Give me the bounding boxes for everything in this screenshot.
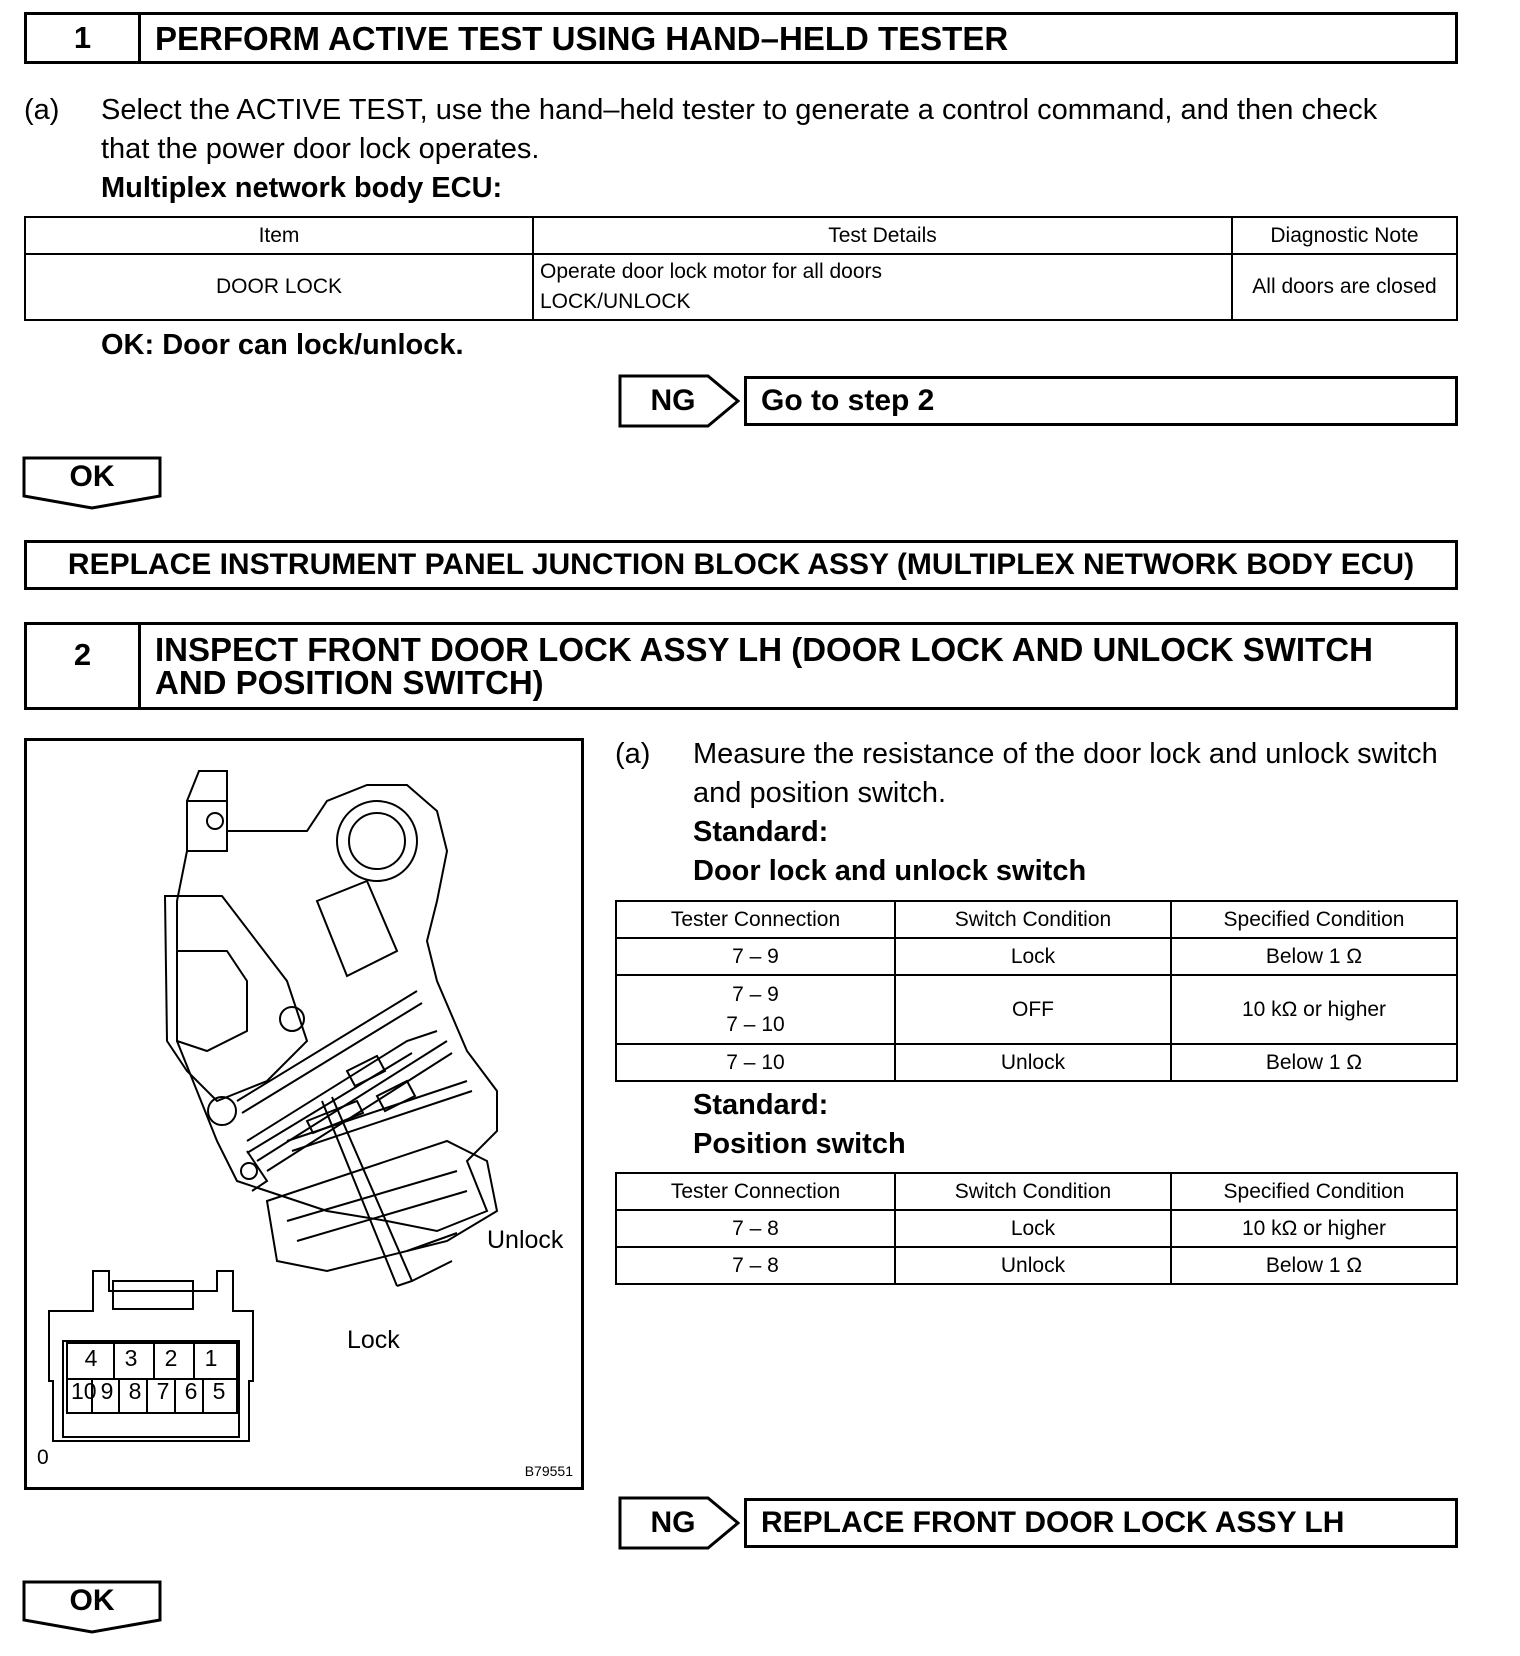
table2-title: Position switch — [693, 1128, 906, 1160]
table-row — [616, 1247, 1457, 1284]
step1-header — [24, 12, 1458, 64]
connection-line2: 7 – 10 — [726, 1012, 785, 1036]
header-switch-condition: Switch Condition — [895, 1173, 1171, 1210]
standard-label-1: Standard: — [693, 816, 829, 848]
cell-connection: 7 – 10 — [616, 1044, 895, 1081]
connector-pins — [71, 1345, 233, 1405]
header-specified-condition: Specified Condition — [1171, 901, 1457, 938]
step2-title — [141, 625, 1455, 707]
step2-item-a-line2: and position switch. — [693, 777, 947, 809]
header-item: Item — [25, 217, 533, 254]
step1-item-a-line2: that the power door lock operates. — [101, 133, 540, 165]
step2-number: 2 — [27, 625, 141, 707]
cell-spec: 10 kΩ or higher — [1171, 1210, 1457, 1247]
pin-label: 10 — [71, 1378, 97, 1404]
details-line2: LOCK/UNLOCK — [540, 290, 691, 313]
step1-active-test-table — [24, 216, 1458, 321]
figure-id: B79551 — [524, 1463, 573, 1479]
cell-spec: 10 kΩ or higher — [1171, 975, 1457, 1044]
pin-label: 9 — [100, 1378, 114, 1404]
pin-label: 1 — [204, 1345, 218, 1371]
ok-label-step2: OK — [69, 1584, 115, 1617]
door-lock-figure — [24, 738, 584, 1490]
step2-item-a-line1: Measure the resistance of the door lock and unlock switch — [693, 738, 1438, 770]
step1-item-a-line1: Select the ACTIVE TEST, use the hand–held tester to generate a control command, and then check — [101, 94, 1378, 126]
step1-item-a-marker: (a) — [24, 94, 60, 126]
cell-spec: Below 1 Ω — [1171, 938, 1457, 975]
cell-spec: Below 1 Ω — [1171, 1044, 1457, 1081]
step2-item-a-marker: (a) — [615, 738, 651, 770]
table-row — [616, 1210, 1457, 1247]
cell-condition: Lock — [895, 938, 1171, 975]
ng-action-step1 — [744, 376, 1458, 426]
step2-title-line1: INSPECT FRONT DOOR LOCK ASSY LH (DOOR LOCK AND UNLOCK SWITCH — [155, 631, 1373, 668]
pin-label: 5 — [212, 1378, 226, 1404]
cell-condition: Unlock — [895, 1044, 1171, 1081]
ng-action-text: Go to step 2 — [761, 384, 935, 417]
cell-test-details — [533, 254, 1232, 320]
step1-title: PERFORM ACTIVE TEST USING HAND–HELD TESTER — [155, 19, 1009, 57]
step2-header — [24, 622, 1458, 710]
cell-connection: 7 – 9 — [616, 938, 895, 975]
pin-label: 2 — [164, 1345, 178, 1371]
label-lock: Lock — [347, 1326, 400, 1354]
header-tester-connection: Tester Connection — [616, 1173, 895, 1210]
header-specified-condition: Specified Condition — [1171, 1173, 1457, 1210]
pin-label: 8 — [128, 1378, 142, 1404]
details-line1: Operate door lock motor for all doors — [540, 260, 882, 283]
cell-condition: OFF — [895, 975, 1171, 1044]
pin-label: 6 — [184, 1378, 198, 1404]
label-unlock: Unlock — [487, 1226, 564, 1254]
cell-condition: Lock — [895, 1210, 1171, 1247]
table-row — [616, 1044, 1457, 1081]
cell-note: All doors are closed — [1232, 254, 1457, 320]
ok-label-step1: OK — [69, 460, 115, 493]
table-row — [616, 975, 1457, 1044]
pin-label: 7 — [156, 1378, 170, 1404]
header-test-details: Test Details — [533, 217, 1232, 254]
step1-ok-criteria: OK: Door can lock/unlock. — [101, 329, 464, 361]
cell-connection — [616, 975, 895, 1044]
step1-ok-action: REPLACE INSTRUMENT PANEL JUNCTION BLOCK ASSY (MULTIPLEX NETWORK BODY ECU) — [24, 540, 1458, 590]
pin-label: 3 — [124, 1345, 138, 1371]
ng-label-step1: NG — [650, 384, 696, 417]
cell-item: DOOR LOCK — [25, 254, 533, 320]
ng-action-step2 — [744, 1498, 1458, 1548]
header-diagnostic-note: Diagnostic Note — [1232, 217, 1457, 254]
cell-connection: 7 – 8 — [616, 1210, 895, 1247]
step1-number: 1 — [27, 15, 141, 61]
pin-label: 4 — [84, 1345, 98, 1371]
standard-label-2: Standard: — [693, 1089, 829, 1121]
table1-title: Door lock and unlock switch — [693, 855, 1087, 887]
cell-spec: Below 1 Ω — [1171, 1247, 1457, 1284]
header-tester-connection: Tester Connection — [616, 901, 895, 938]
position-switch-table — [615, 1172, 1458, 1285]
ng-label-step2: NG — [650, 1506, 696, 1539]
cell-condition: Unlock — [895, 1247, 1171, 1284]
cell-connection: 7 – 8 — [616, 1247, 895, 1284]
door-lock-switch-table — [615, 900, 1458, 1082]
connection-line1: 7 – 9 — [732, 982, 779, 1006]
corner-mark: 0 — [37, 1446, 49, 1469]
table-row — [616, 938, 1457, 975]
table-row — [25, 254, 1457, 320]
header-switch-condition: Switch Condition — [895, 901, 1171, 938]
step1-ecu-label: Multiplex network body ECU: — [101, 172, 503, 204]
step2-title-line2: AND POSITION SWITCH) — [155, 664, 544, 701]
ng-action-text: REPLACE FRONT DOOR LOCK ASSY LH — [761, 1506, 1345, 1539]
